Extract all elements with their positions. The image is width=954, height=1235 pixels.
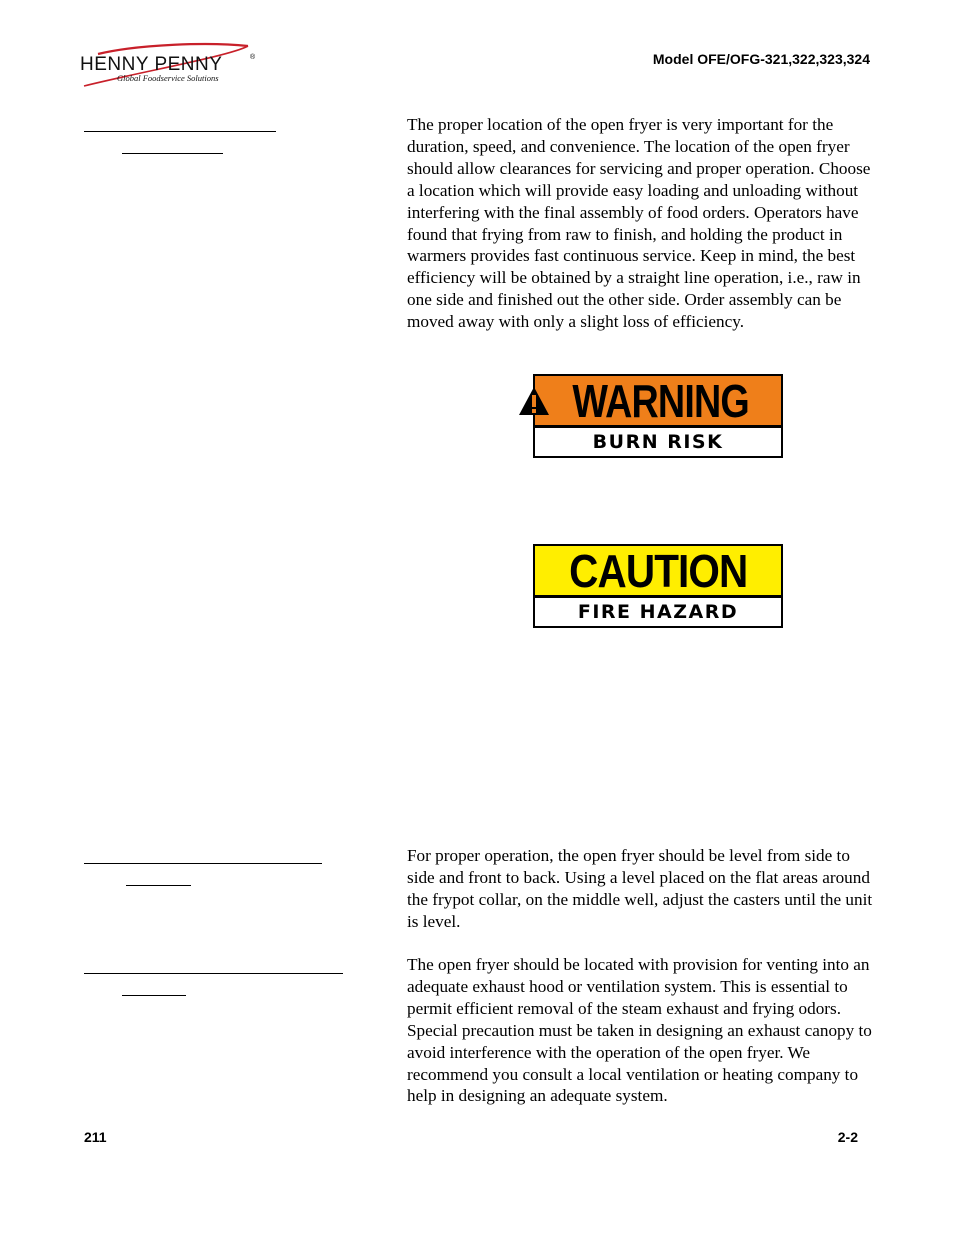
henny-penny-logo: [80, 42, 260, 90]
section-heading-subrule-location: [122, 153, 223, 154]
warning-triangle-icon: [517, 385, 551, 417]
logo-tagline: Global Foodservice Solutions: [117, 73, 219, 83]
section-heading-rule-leveling: [84, 863, 322, 864]
section-heading-subrule-ventilation: [122, 995, 186, 996]
footer-document-number: 211: [84, 1129, 107, 1145]
location-paragraph: The proper location of the open fryer is very important for the duration, speed, and convenience. The location of the open fryer should allow clearances for servicing and proper operation. Choose a location which will provide easy loading and unloading without interfering with the final assembly of food orders. Operators have found that frying from raw to finish, and holding the product in warmers provides fast continuous service. Keep in mind, the best efficiency will be obtained by a straight line operation, i.e., raw in one side and finished out the other side. Order assembly can be moved away with only a slight loss of efficiency.: [407, 115, 871, 332]
warning-sign: [533, 374, 783, 458]
caution-sign-banner: [535, 546, 781, 598]
leveling-paragraph: For proper operation, the open fryer should be level from side to side and front to back. Using a level placed on the flat areas around the frypot collar, on the middle well, adjust the casters until the unit is level.: [407, 846, 873, 931]
caution-sign-footer: [535, 598, 781, 626]
ventilation-paragraph: The open fryer should be located with provision for venting into an adequate exhaust hood or ventilation system. This is essential to permit efficient removal of the steam exhaust and frying odors. Special precaution must be taken in designing an exhaust canopy to avoid interference with the operation of the open fryer. We recommend you consult a local ventilation or heating company to help in designing an adequate system.: [407, 955, 872, 1106]
model-number: Model OFE/OFG-321,322,323,324: [652, 51, 870, 67]
caution-subtitle: FIRE HAZARD: [577, 600, 739, 623]
footer-page-number: 2-2: [837, 1129, 858, 1145]
warning-sign-banner: [535, 376, 781, 428]
section-heading-rule-ventilation: [84, 973, 343, 974]
section-heading-rule-location: [84, 131, 276, 132]
warning-sign-footer: [535, 428, 781, 456]
logo-trademark: ®: [250, 54, 256, 61]
section-heading-subrule-leveling: [126, 885, 191, 886]
logo-wordmark: HENNY PENNY: [80, 54, 223, 75]
warning-subtitle: BURN RISK: [592, 430, 724, 453]
caution-title: CAUTION: [568, 544, 748, 597]
warning-title: WARNING: [572, 374, 750, 427]
caution-sign: [533, 544, 783, 628]
